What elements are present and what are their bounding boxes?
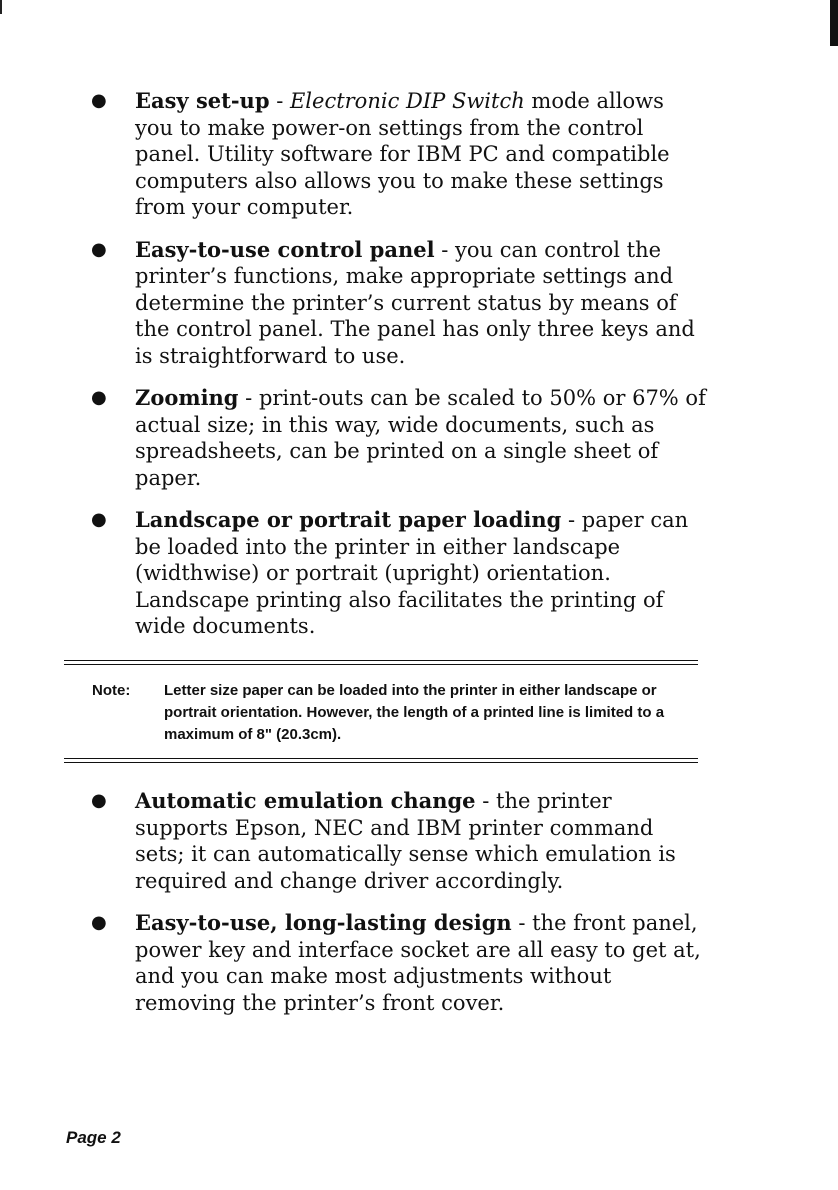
bullet-icon: ●	[91, 90, 107, 111]
feature-separator: -	[475, 789, 496, 813]
bullet-icon: ●	[91, 387, 107, 408]
list-item	[88, 88, 708, 221]
scan-edge-mark	[0, 0, 2, 14]
list-item	[88, 237, 708, 370]
feature-term: Easy set-up	[135, 88, 270, 113]
feature-description: you can control the printer’s functions, make appropriate settings and determine the printer’s current status by means of the control panel. The panel has only three keys and is straightforward to use.	[135, 237, 695, 368]
feature-list-bottom	[88, 788, 708, 1016]
note-top-rule	[64, 660, 698, 665]
feature-term: Easy-to-use, long-lasting design	[135, 910, 512, 935]
feature-separator: -	[561, 508, 582, 532]
list-item	[88, 910, 708, 1016]
bullet-icon: ●	[91, 790, 107, 811]
scan-edge-mark	[830, 0, 838, 46]
feature-separator: -	[511, 911, 533, 935]
feature-term: Zooming	[135, 385, 239, 410]
feature-description: the front panel, power key and interface socket are all easy to get at, and you can make most adjustments without removing the printer’s front cover.	[135, 911, 701, 1015]
feature-description: mode allows you to make power-on settings from the control panel. Utility software for IBM PC and compatible computers also allows you to make these settings from your computer.	[135, 89, 670, 219]
list-item	[88, 507, 708, 640]
note-text: Letter size paper can be loaded into the printer in either landscape or portrait orientation. However, the length of a printed line is limited to a maximum of 8" (20.3cm).	[164, 682, 665, 743]
feature-italic-lead: Electronic DIP Switch	[289, 89, 525, 113]
list-item	[88, 788, 708, 894]
feature-separator: -	[238, 386, 259, 410]
feature-description: the printer supports Epson, NEC and IBM printer command sets; it can automatically sense which emulation is required and change driver accordingly.	[135, 789, 676, 893]
feature-description: print-outs can be scaled to 50% or 67% of actual size; in this way, wide documents, such as spreadsheets, can be printed on a single sheet of paper.	[135, 386, 706, 490]
feature-description: paper can be loaded into the printer in either landscape (widthwise) or portrait (upright) orientation. Landscape printing also facilitates the printing of wide documents.	[135, 508, 689, 638]
note-bottom-rule	[64, 758, 698, 763]
feature-separator: -	[269, 89, 290, 113]
feature-term: Landscape or portrait paper loading	[135, 507, 562, 532]
feature-list-top	[88, 88, 708, 640]
feature-term: Automatic emulation change	[135, 788, 476, 813]
note-label: Note:	[92, 682, 131, 699]
bullet-icon: ●	[91, 912, 107, 933]
list-item	[88, 385, 708, 491]
page-number: Page 2	[66, 1128, 121, 1147]
bullet-icon: ●	[91, 238, 107, 260]
feature-separator: -	[434, 237, 456, 262]
feature-term: Easy-to-use control panel	[135, 236, 435, 262]
bullet-icon: ●	[91, 509, 107, 530]
